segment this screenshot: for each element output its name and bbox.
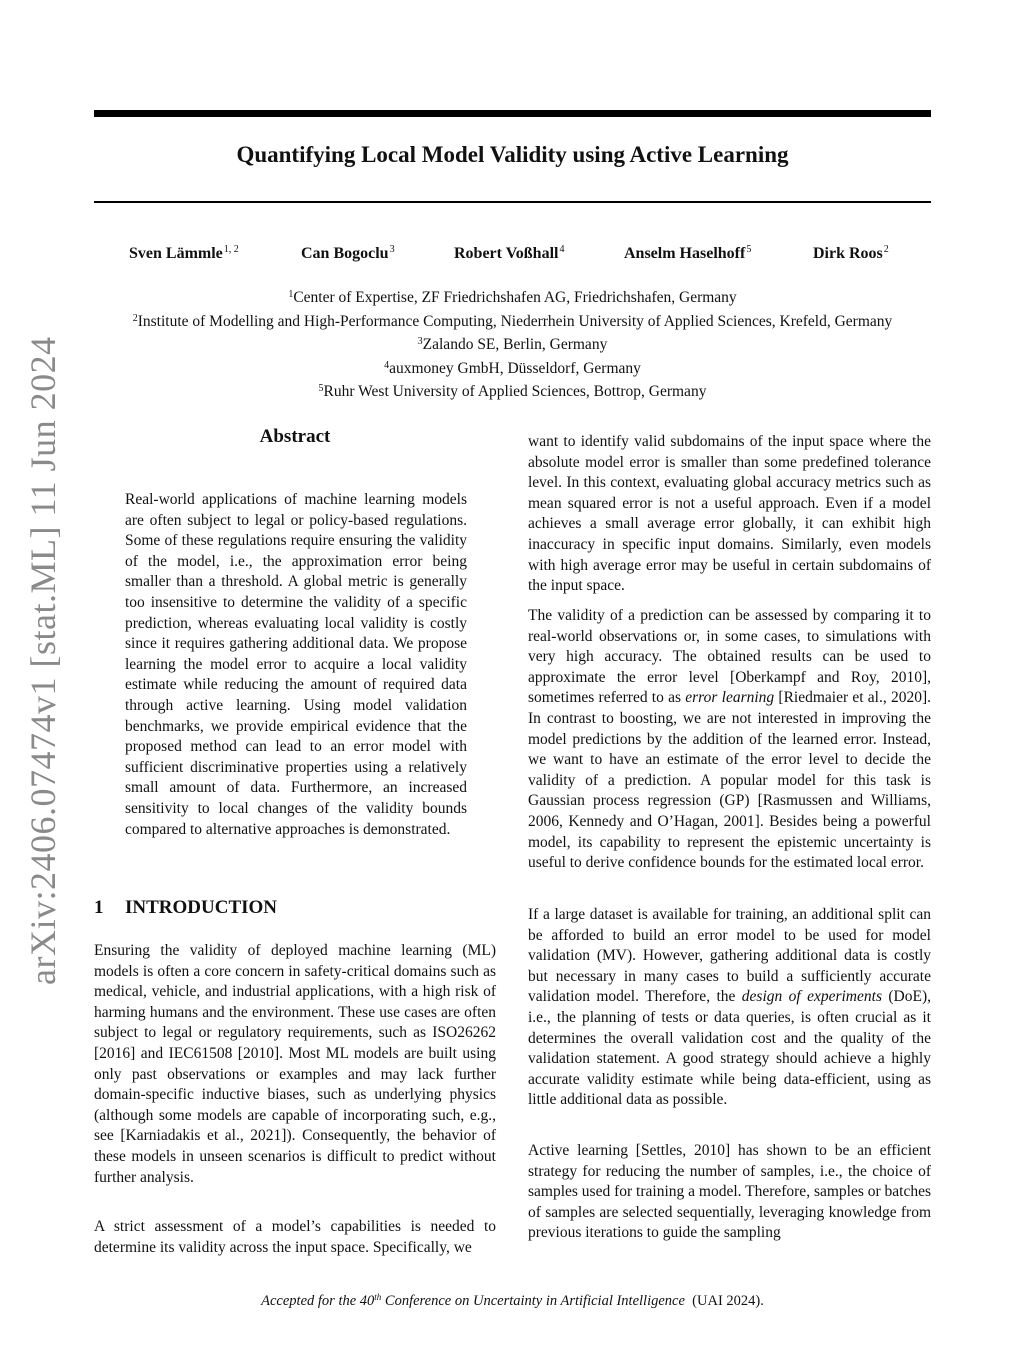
title-rule xyxy=(94,201,931,203)
top-rule xyxy=(94,110,931,117)
abstract-heading: Abstract xyxy=(259,426,331,447)
author-affiliation-mark: 1, 2 xyxy=(223,244,239,255)
section-number: 1 xyxy=(94,897,104,918)
section-heading-introduction xyxy=(94,897,277,919)
paragraph: The validity of a prediction can be assessed by comparing it to real-world observations or, in some cases, to simulations with very high accuracy. The obtained results can be used to approximate the error level [Oberkampf and Roy, 2010], sometimes referred to as error learning [Riedmaier et al., 2020]. In contrast to boosting, we are not interested in improving the model predictions by the addition of the learned error. Instead, we want to have an estimate of the error level to decide the validity of a prediction. A popular model for this task is Gaussian process regression (GP) [Rasmussen and Williams, 2006, Kennedy and O’Hagan, 2001]. Besides being a powerful model, its capability to represent the epistemic uncertainty is useful to derive confidence bounds for the estimated local error. xyxy=(528,607,931,872)
author-affiliation-mark: 3 xyxy=(389,244,395,255)
section-title: INTRODUCTION xyxy=(125,897,278,918)
emphasis: error learning xyxy=(685,689,775,707)
author-name: Sven Lämmle xyxy=(129,245,223,262)
author-name: Dirk Roos xyxy=(813,245,883,262)
affiliation: $^5$Ruhr West University of Applied Sciences, Bottrop, Germany xyxy=(318,383,707,400)
affiliation: $^2$Institute of Modelling and High-Performance Computing, Niederrhein University of Applied Sciences, Krefeld, Germany xyxy=(132,312,893,330)
paper-title: Quantifying Local Model Validity using Active Learning xyxy=(236,142,789,167)
affiliations xyxy=(80,285,945,403)
author-affiliation-mark: 5 xyxy=(746,244,752,255)
paragraph: want to identify valid subdomains of the input space where the absolute model error is smaller than some predefined tolerance level. In this context, evaluating global accuracy metrics such as mean squared error is not a useful approach. Even if a model achieves a small average error globally, it can exhibit high inaccuracy in specific input domains. Similarly, even models with high average error may be useful in certain subdomains of the input space. xyxy=(528,433,931,595)
author xyxy=(624,244,751,263)
arxiv-sidebar-stamp: arXiv:2406.07474v1 [stat.ML] 11 Jun 2024 xyxy=(23,336,63,985)
emphasis: design of experiments xyxy=(741,988,882,1006)
author xyxy=(301,244,395,263)
paragraph: A strict assessment of a model’s capabilities is needed to determine its validity across the input space. Specifically, we xyxy=(94,1218,496,1256)
author xyxy=(813,244,889,263)
affiliation: $^4$auxmoney GmbH, Düsseldorf, Germany xyxy=(384,359,641,377)
author-affiliation-mark: 2 xyxy=(883,244,889,255)
author xyxy=(129,244,239,263)
affiliation: $^3$Zalando SE, Berlin, Germany xyxy=(417,336,608,353)
author-affiliation-mark: 4 xyxy=(559,244,565,255)
paragraph: If a large dataset is available for training, an additional split can be afforded to build an error model to be used for model validation (MV). However, gathering additional data is costly but necessary in many cases to build a sufficiently accurate validation model. Therefore, the design of experiments (DoE), i.e., the planning of tests or data queries, is often crucial as it determines the overall validation cost and the quality of the validation statement. A good strategy should achieve a highly accurate validity estimate while being data-efficient, using as little additional data as possible. xyxy=(528,906,931,1109)
paragraph: Active learning [Settles, 2010] has shown to be an efficient strategy for reducing the number of samples, i.e., the choice of samples used for training a model. Therefore, samples or batches of samples are selected sequentially, leveraging knowledge from previous iterations to guide the sampling xyxy=(528,1142,932,1242)
author-name: Robert Voßhall xyxy=(454,245,559,262)
author-name: Anselm Haselhoff xyxy=(624,245,746,262)
author-name: Can Bogoclu xyxy=(301,245,389,262)
paragraph: Ensuring the validity of deployed machine learning (ML) models is often a core concern in safety-critical domains such as medical, vehicle, and industrial applications, with a high risk of harming humans and the environment. These use cases are often subject to legal or regulatory requirements, such as ISO26262 [2016] and IEC61508 [2010]. Most ML models are built using only past observations or examples and may lack further domain-specific inductive biases, such as underlying physics (although some models are capable of incorporating such, e.g., see [Karniadakis et al., 2021]). Consequently, the behavior of these models in unseen scenarios is difficult to predict without further analysis. xyxy=(94,942,496,1186)
footer-note: Accepted for the 40th Conference on Uncertainty in Artificial Intelligence (UAI 2024). xyxy=(261,1292,764,1309)
author xyxy=(454,244,564,263)
affiliation: $^1$Center of Expertise, ZF Friedrichshafen AG, Friedrichshafen, Germany xyxy=(288,289,737,306)
abstract-text: Real-world applications of machine learning models are often subject to legal or policy-based regulations. Some of these regulations require ensuring the validity of the model, i.e., the approximation error being smaller than a threshold. A global metric is generally too insensitive to determine the validity of a specific prediction, whereas evaluating local validity is costly since it requires gathering additional data. We propose learning the model error to acquire a local validity estimate while reducing the amount of required data through active learning. Using model validation benchmarks, we provide empirical evidence that the proposed method can lead to an error model with sufficient discriminative properties using a relatively small amount of data. Furthermore, an increased sensitivity to local changes of the validity bounds compared to alternative approaches is demonstrated. xyxy=(125,491,467,838)
